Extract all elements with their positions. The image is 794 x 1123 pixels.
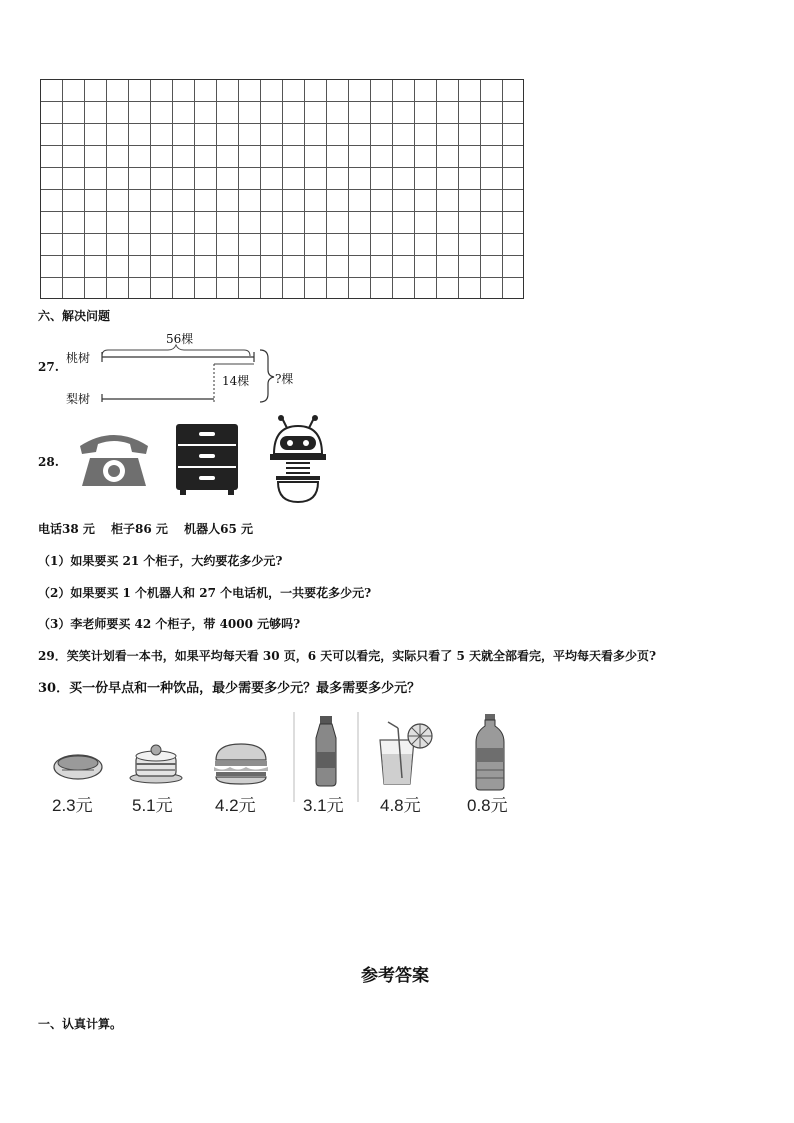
- cabinet-icon: [174, 424, 240, 496]
- question-number-28: 28.: [38, 455, 59, 469]
- telephone-icon: [76, 428, 152, 490]
- question-number-27: 27.: [38, 360, 59, 374]
- robot-icon: [266, 414, 330, 506]
- sub-question-3: （3）李老师要买 42 个柜子，带 4000 元够吗?: [38, 617, 301, 631]
- hamburger-icon: [212, 742, 270, 786]
- peach-label: 桃树: [66, 351, 91, 365]
- answers-title: 参考答案: [361, 966, 429, 986]
- sub-question-2: （2）如果要买 1 个机器人和 27 个电话机，一共要花多少元?: [38, 586, 372, 600]
- sub-question-1: （1）如果要买 21 个柜子，大约要花多少元?: [38, 554, 283, 568]
- difference-label: 14棵: [222, 374, 250, 388]
- price-label: 3.1元: [303, 796, 344, 815]
- right-brace: [260, 350, 274, 402]
- question-30: 30．买一份早点和一种饮品，最少需要多少元？最多需要多少元？: [38, 681, 421, 696]
- cake-icon: [128, 742, 184, 784]
- bread-icon: [52, 750, 104, 784]
- question-label: ?棵: [275, 372, 294, 386]
- total-label: 56棵: [166, 332, 194, 346]
- price-label: 4.2元: [215, 796, 256, 815]
- line-diagram: [96, 340, 286, 405]
- answers-section-1: 一、认真计算。: [38, 1017, 123, 1031]
- price-label: 2.3元: [52, 796, 93, 815]
- question-29: 29．笑笑计划看一本书，如果平均每天看 30 页，6 天可以看完，实际只看了 5 天就全部看完，平均每天看多少页?: [38, 649, 657, 663]
- top-brace: [102, 345, 250, 356]
- water-bottle-icon: [470, 712, 510, 792]
- section-title: 六、解决问题: [38, 309, 111, 323]
- juice-glass-icon: [374, 718, 436, 786]
- prices-line: 电话38 元 柜子86 元 机器人65 元: [38, 522, 253, 536]
- writing-grid: [40, 79, 524, 299]
- price-label: 0.8元: [467, 796, 508, 815]
- pear-label: 梨树: [66, 392, 91, 406]
- price-label: 4.8元: [380, 796, 421, 815]
- price-label: 5.1元: [132, 796, 173, 815]
- soda-bottle-icon: [292, 712, 360, 802]
